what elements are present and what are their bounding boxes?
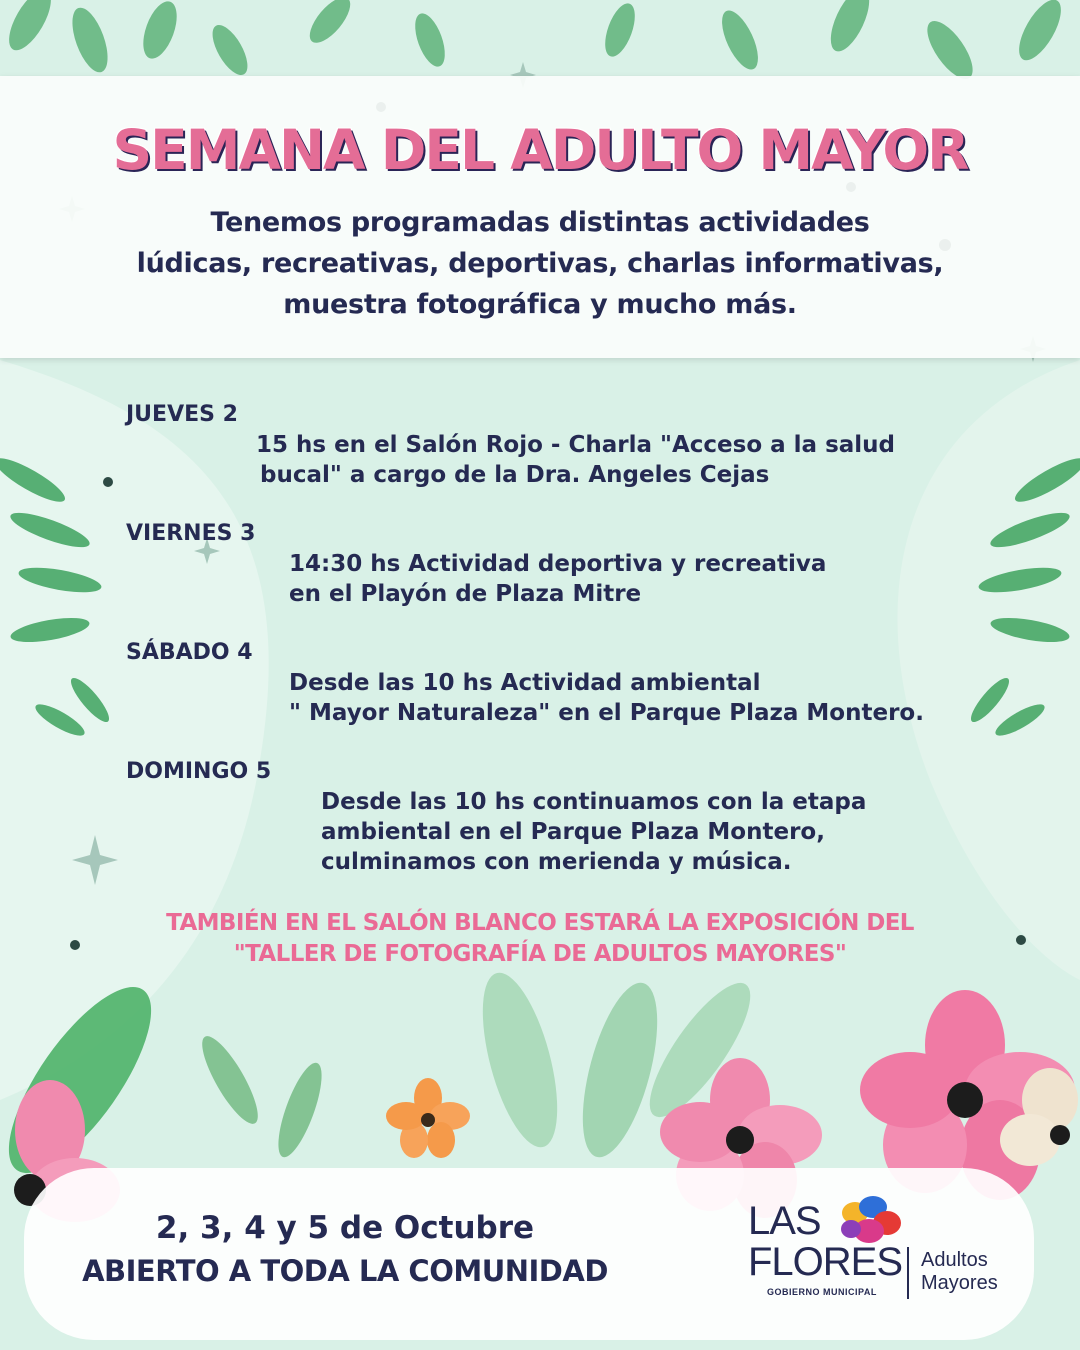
logo-line-flores: FLORES: [748, 1240, 903, 1284]
event-line: ambiental en el Parque Plaza Montero,: [321, 819, 825, 845]
logo-divider: [907, 1247, 909, 1299]
day-label-sabado: SÁBADO 4: [126, 640, 253, 665]
event-description-jueves: [256, 430, 895, 490]
day-label-viernes: VIERNES 3: [126, 521, 256, 546]
event-description-sabado: [289, 668, 924, 728]
logo-subtitle: GOBIERNO MUNICIPAL: [767, 1287, 877, 1297]
event-line: Desde las 10 hs Actividad ambiental: [289, 670, 761, 696]
intro-text: [0, 202, 1080, 325]
intro-line: muestra fotográfica y mucho más.: [283, 289, 797, 320]
program-name-line1: Adultos: [921, 1249, 988, 1271]
logo-line-las: LAS: [748, 1199, 821, 1243]
event-line: culminamos con merienda y música.: [321, 849, 792, 875]
day-label-domingo: DOMINGO 5: [126, 759, 272, 784]
intro-line: lúdicas, recreativas, deportivas, charlas informativas,: [136, 248, 944, 279]
las-flores-logo: [745, 1195, 1015, 1305]
event-dates: 2, 3, 4 y 5 de Octubre: [155, 1210, 535, 1246]
exhibition-note: [0, 908, 1080, 970]
note-line: "TALLER DE FOTOGRAFÍA DE ADULTOS MAYORES": [233, 941, 847, 967]
event-line: en el Playón de Plaza Mitre: [289, 581, 642, 607]
event-line: Desde las 10 hs continuamos con la etapa: [321, 789, 867, 815]
event-line: 14:30 hs Actividad deportiva y recreativa: [289, 551, 827, 577]
day-label-jueves: JUEVES 2: [126, 402, 238, 427]
event-description-viernes: [289, 549, 826, 609]
event-line: bucal" a cargo de la Dra. Angeles Cejas: [260, 462, 770, 488]
intro-line: Tenemos programadas distintas actividades: [210, 207, 870, 238]
note-line: TAMBIÉN EN EL SALÓN BLANCO ESTARÁ LA EXPOSICIÓN DEL: [166, 910, 914, 936]
open-to-community-text: ABIERTO A TODA LA COMUNIDAD: [82, 1254, 608, 1288]
event-line: 15 hs en el Salón Rojo - Charla "Acceso a la salud: [256, 432, 896, 458]
event-line: " Mayor Naturaleza" en el Parque Plaza Montero.: [289, 700, 924, 726]
event-description-domingo: [321, 787, 866, 877]
program-name-line2: Mayores: [921, 1272, 998, 1294]
page-title: SEMANA DEL ADULTO MAYOR: [112, 118, 968, 182]
